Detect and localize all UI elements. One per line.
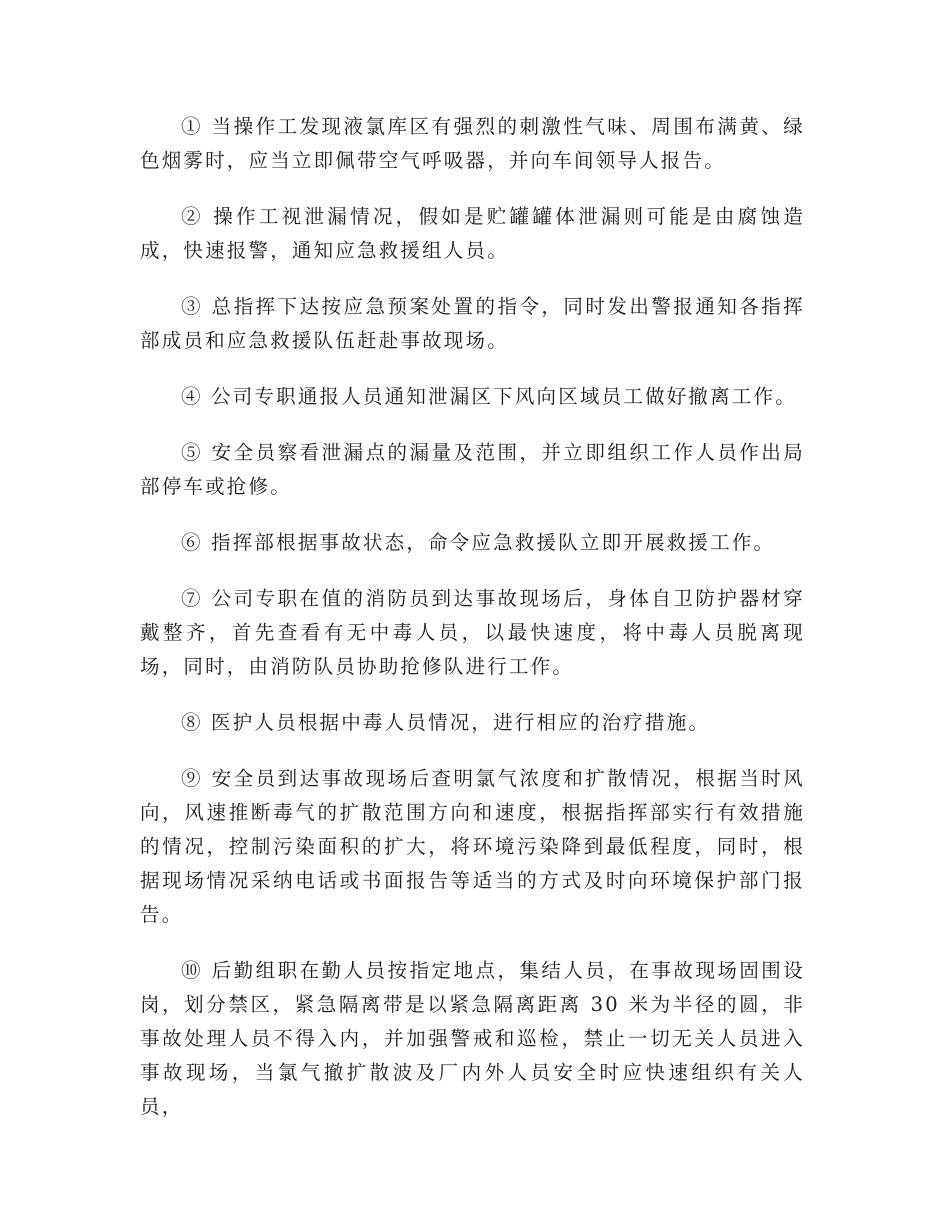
document-body — [140, 110, 805, 1146]
paragraph-7: ⑦ 公司专职在值的消防员到达事故现场后，身体自卫防护器材穿戴整齐，首先查看有无中毒人员，以最快速度，将中毒人员脱离现场，同时，由消防队员协助抢修队进行工作。 — [140, 587, 805, 678]
paragraph-6: ⑥ 指挥部根据事故状态，命令应急救援队立即开展救援工作。 — [180, 531, 776, 554]
paragraph-5: ⑤ 安全员察看泄漏点的漏量及范围，并立即组织工作人员作出局部停车或抢修。 — [140, 441, 805, 498]
paragraph-3: ③ 总指挥下达按应急预案处置的指令，同时发出警报通知各指挥部成员和应急救援队伍赶赴事故现场。 — [140, 295, 805, 352]
paragraph-4: ④ 公司专职通报人员通知泄漏区下风向区域员工做好撤离工作。 — [180, 385, 797, 408]
paragraph-2: ② 操作工视泄漏情况，假如是贮罐罐体泄漏则可能是由腐蚀造成，快速报警，通知应急救援组人员。 — [140, 205, 805, 262]
paragraph-10: ⑩ 后勤组职在勤人员按指定地点，集结人员，在事故现场固围设岗，划分禁区，紧急隔离带是以紧急隔离距离 30 米为半径的圆，非事故处理人员不得入内，并加强警戒和巡检，禁止一切无关人员进入事故现场，当氯气撤扩散波及厂内外人员安全时应快速组织有关人员， — [140, 959, 805, 1118]
paragraph-9: ⑨ 安全员到达事故现场后查明氯气浓度和扩散情况，根据当时风向，风速推断毒气的扩散范围方向和速度，根据指挥部实行有效措施的情况，控制污染面积的扩大，将环境污染降到最低程度，同时，根据现场情况采纳电话或书面报告等适当的方式及时向环境保护部门报告。 — [140, 767, 805, 926]
paragraph-8: ⑧ 医护人员根据中毒人员情况，进行相应的治疗措施。 — [180, 711, 711, 734]
paragraph-1: ① 当操作工发现液氯库区有强烈的刺激性气味、周围布满黄、绿色烟雾时，应当立即佩带空气呼吸器，并向车间领导人报告。 — [140, 115, 805, 172]
